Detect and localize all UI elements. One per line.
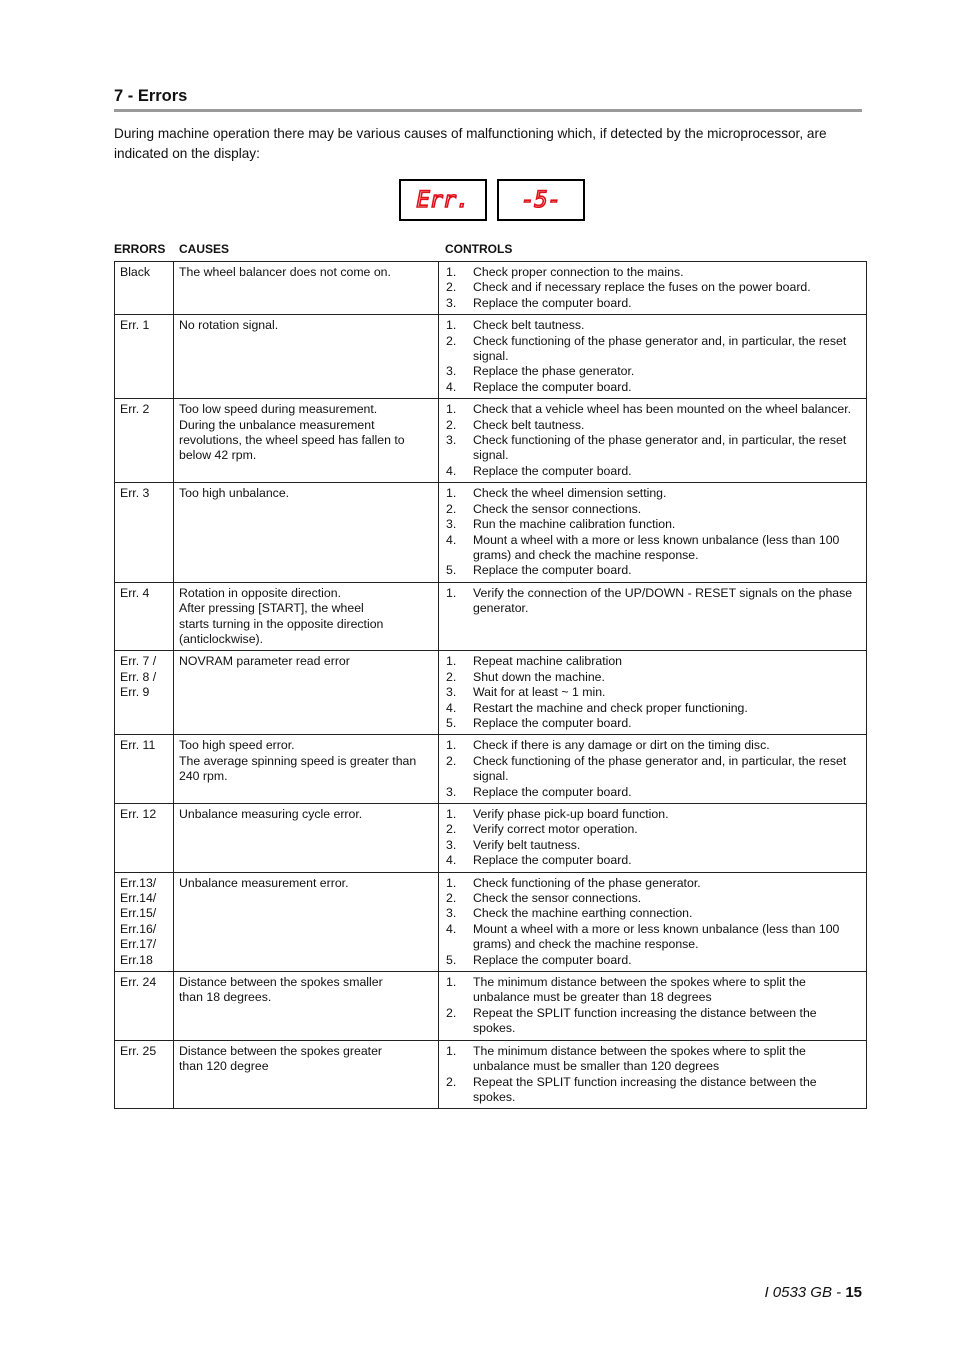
error-cause: No rotation signal. — [174, 315, 439, 399]
list-item-number: 4. — [446, 463, 457, 478]
header-controls: CONTROLS — [445, 242, 513, 256]
controls-list — [444, 654, 861, 731]
list-item — [444, 738, 861, 753]
list-item-number: 1. — [446, 738, 457, 753]
error-code: Err. 11 — [115, 735, 174, 804]
list-item — [444, 785, 861, 800]
error-code: Err. 3 — [115, 483, 174, 582]
list-item-number: 3. — [446, 433, 457, 448]
list-item-text: Verify phase pick-up board function. — [473, 807, 669, 821]
table-row — [115, 735, 867, 804]
list-item-text: Check belt tautness. — [473, 318, 585, 333]
list-item — [444, 296, 861, 311]
list-item — [444, 1075, 861, 1106]
list-item — [444, 822, 861, 837]
list-item-number: 4. — [446, 700, 457, 715]
controls-list — [444, 807, 861, 869]
display-left-panel — [399, 179, 487, 221]
section-title: 7 - Errors — [114, 87, 862, 112]
list-item — [444, 265, 861, 280]
errors-table — [114, 261, 867, 1109]
list-item — [444, 953, 861, 968]
list-item-number: 2. — [446, 1074, 457, 1089]
table-row — [115, 582, 867, 651]
list-item-number: 3. — [446, 837, 457, 852]
error-code: Err. 7 / Err. 8 / Err. 9 — [115, 651, 174, 735]
list-item-number: 1. — [446, 1043, 457, 1058]
error-cause: Unbalance measurement error. — [174, 872, 439, 971]
list-item-text: Replace the computer board. — [473, 853, 632, 868]
list-item — [444, 280, 861, 295]
list-item-number: 2. — [446, 669, 457, 684]
list-item-text: Check and if necessary replace the fuses on the power board. — [473, 280, 811, 295]
controls-list — [444, 586, 861, 617]
list-item-number: 1. — [446, 654, 457, 669]
list-item-number: 2. — [446, 280, 457, 295]
list-item-text: Check the sensor connections. — [473, 501, 642, 516]
list-item — [444, 891, 861, 906]
list-item-number: 1. — [446, 265, 457, 279]
list-item-number: 3. — [446, 784, 457, 799]
controls-list — [444, 402, 861, 479]
list-item-number: 3. — [446, 906, 457, 921]
list-item — [444, 654, 861, 669]
list-item-text: Check that a vehicle wheel has been mounted on the wheel balancer. — [473, 402, 852, 417]
list-item-text: Replace the computer board. — [473, 952, 632, 967]
list-item — [444, 685, 861, 700]
error-cause: NOVRAM parameter read error — [174, 651, 439, 735]
controls-list — [444, 318, 861, 395]
list-item-text: Check belt tautness. — [473, 417, 585, 432]
error-cause: Rotation in opposite direction. After pressing [START], the wheel starts turning in the opposite direction (anticlockwise). — [174, 582, 439, 651]
list-item-number: 3. — [446, 517, 457, 532]
list-item — [444, 906, 861, 921]
table-row — [115, 262, 867, 315]
list-item-text: Verify belt tautness. — [473, 837, 581, 852]
list-item — [444, 853, 861, 868]
error-display — [399, 179, 585, 221]
error-cause: Unbalance measuring cycle error. — [174, 804, 439, 873]
error-cause: Distance between the spokes greater than 120 degree — [174, 1040, 439, 1109]
list-item — [444, 563, 861, 578]
list-item-text: Check functioning of the phase generator and, in particular, the reset signal. — [473, 333, 847, 364]
list-item — [444, 1006, 861, 1037]
error-controls — [439, 972, 867, 1041]
display-err-icon — [407, 187, 479, 213]
display-left-text: Err. — [416, 188, 470, 213]
list-item-text: Replace the computer board. — [473, 295, 632, 310]
list-item-text: Repeat the SPLIT function increasing the distance between the spokes. — [473, 1074, 817, 1104]
list-item-text: Run the machine calibration function. — [473, 517, 676, 532]
error-controls — [439, 872, 867, 971]
list-item — [444, 1044, 861, 1075]
error-code: Err. 12 — [115, 804, 174, 873]
list-item-text: Check the machine earthing connection. — [473, 906, 693, 921]
list-item — [444, 318, 861, 333]
table-row — [115, 651, 867, 735]
error-controls — [439, 399, 867, 483]
list-item-text: Check if there is any damage or dirt on the timing disc. — [473, 738, 770, 753]
footer-doc-code: I 0533 GB - — [764, 1284, 846, 1301]
list-item-number: 3. — [446, 295, 457, 310]
list-item — [444, 418, 861, 433]
list-item-number: 3. — [446, 364, 457, 379]
list-item — [444, 464, 861, 479]
list-item-number: 4. — [446, 921, 457, 936]
controls-list — [444, 486, 861, 578]
table-row — [115, 972, 867, 1041]
error-cause: The wheel balancer does not come on. — [174, 262, 439, 315]
error-cause: Too low speed during measurement. During the unbalance measurement revolutions, the wheel speed has fallen to below 42 rpm. — [174, 399, 439, 483]
controls-list — [444, 1044, 861, 1106]
list-item-text: Repeat machine calibration — [473, 654, 623, 669]
list-item-number: 1. — [446, 875, 457, 890]
list-item-text: Check functioning of the phase generator and, in particular, the reset signal. — [473, 753, 847, 784]
list-item — [444, 838, 861, 853]
list-item-text: Check the sensor connections. — [473, 891, 642, 906]
list-item-number: 1. — [446, 807, 457, 821]
list-item-number: 1. — [446, 975, 457, 990]
error-cause: Too high speed error. The average spinning speed is greater than 240 rpm. — [174, 735, 439, 804]
list-item-number: 5. — [446, 952, 457, 967]
error-cause: Distance between the spokes smaller than 18 degrees. — [174, 972, 439, 1041]
list-item-text: Check functioning of the phase generator. — [473, 875, 701, 890]
list-item-number: 1. — [446, 486, 457, 501]
list-item — [444, 586, 861, 617]
table-row — [115, 315, 867, 399]
error-controls — [439, 804, 867, 873]
list-item-number: 1. — [446, 402, 457, 417]
header-errors: ERRORS — [114, 242, 166, 256]
list-item — [444, 975, 861, 1006]
header-causes: CAUSES — [179, 242, 230, 256]
page-footer — [764, 1284, 862, 1301]
list-item-text: Wait for at least ~ 1 min. — [473, 685, 606, 700]
list-item-number: 4. — [446, 379, 457, 394]
list-item-text: Replace the computer board. — [473, 463, 632, 478]
error-controls — [439, 1040, 867, 1109]
list-item — [444, 533, 861, 564]
list-item — [444, 701, 861, 716]
controls-list — [444, 975, 861, 1037]
list-item-text: Verify the connection of the UP/DOWN - RESET signals on the phase generator. — [473, 585, 853, 616]
table-row — [115, 399, 867, 483]
list-item-text: Repeat the SPLIT function increasing the distance between the spokes. — [473, 1005, 817, 1036]
error-controls — [439, 582, 867, 651]
table-row — [115, 804, 867, 873]
list-item-text: Restart the machine and check proper functioning. — [473, 700, 748, 715]
list-item-text: Replace the computer board. — [473, 379, 632, 394]
list-item-text: Replace the computer board. — [473, 715, 632, 730]
list-item — [444, 517, 861, 532]
list-item — [444, 380, 861, 395]
list-item-number: 2. — [446, 753, 457, 768]
error-code: Err. 25 — [115, 1040, 174, 1109]
list-item — [444, 486, 861, 501]
list-item — [444, 402, 861, 417]
list-item-number: 2. — [446, 501, 457, 516]
error-code: Err. 2 — [115, 399, 174, 483]
error-code: Err. 4 — [115, 582, 174, 651]
list-item — [444, 364, 861, 379]
error-controls — [439, 735, 867, 804]
list-item-number: 2. — [446, 1005, 457, 1020]
list-item-text: Replace the phase generator. — [473, 364, 635, 379]
list-item-text: Mount a wheel with a more or less known unbalance (less than 100 grams) and check the machine response. — [473, 532, 840, 562]
error-code: Err. 1 — [115, 315, 174, 399]
list-item-number: 2. — [446, 417, 457, 432]
list-item — [444, 334, 861, 365]
error-controls — [439, 262, 867, 315]
controls-list — [444, 265, 861, 311]
list-item-text: Check the wheel dimension setting. — [473, 486, 667, 501]
table-row — [115, 872, 867, 971]
table-row — [115, 483, 867, 582]
column-headers — [114, 242, 866, 258]
list-item — [444, 502, 861, 517]
list-item-text: Check proper connection to the mains. — [473, 265, 684, 279]
controls-list — [444, 876, 861, 968]
list-item — [444, 670, 861, 685]
list-item-text: Replace the computer board. — [473, 563, 632, 578]
list-item-number: 5. — [446, 563, 457, 578]
list-item-number: 2. — [446, 822, 457, 837]
list-item — [444, 754, 861, 785]
error-code: Err.13/ Err.14/ Err.15/ Err.16/ Err.17/ Err.18 — [115, 872, 174, 971]
display-right-panel — [497, 179, 585, 221]
list-item-text: Check functioning of the phase generator and, in particular, the reset signal. — [473, 433, 847, 463]
list-item-number: 4. — [446, 532, 457, 547]
list-item — [444, 433, 861, 464]
intro-paragraph: During machine operation there may be various causes of malfunctioning which, if detected by the microprocessor, are indicated on the display: — [114, 126, 827, 161]
error-controls — [439, 483, 867, 582]
list-item-text: Mount a wheel with a more or less known unbalance (less than 100 grams) and check the machine response. — [473, 921, 840, 952]
list-item-number: 3. — [446, 685, 457, 700]
table-row — [115, 1040, 867, 1109]
controls-list — [444, 738, 861, 800]
list-item-text: The minimum distance between the spokes where to split the unbalance must be smaller than 120 degrees — [473, 1043, 806, 1074]
list-item-number: 1. — [446, 318, 457, 333]
list-item-text: The minimum distance between the spokes where to split the unbalance must be greater than 18 degrees — [473, 975, 806, 1005]
list-item-number: 2. — [446, 891, 457, 906]
display-right-text: -5- — [521, 188, 561, 213]
list-item-number: 5. — [446, 715, 457, 730]
list-item-text: Replace the computer board. — [473, 784, 632, 799]
list-item-number: 4. — [446, 853, 457, 868]
list-item — [444, 876, 861, 891]
error-code: Black — [115, 262, 174, 315]
list-item — [444, 716, 861, 731]
error-controls — [439, 651, 867, 735]
error-cause: Too high unbalance. — [174, 483, 439, 582]
error-code: Err. 24 — [115, 972, 174, 1041]
list-item-number: 1. — [446, 585, 457, 600]
list-item-text: Shut down the machine. — [473, 669, 605, 684]
list-item-number: 2. — [446, 333, 457, 348]
error-controls — [439, 315, 867, 399]
page-number: 15 — [845, 1284, 862, 1301]
list-item-text: Verify correct motor operation. — [473, 822, 638, 837]
list-item — [444, 807, 861, 822]
list-item — [444, 922, 861, 953]
display-code-icon — [505, 187, 577, 213]
